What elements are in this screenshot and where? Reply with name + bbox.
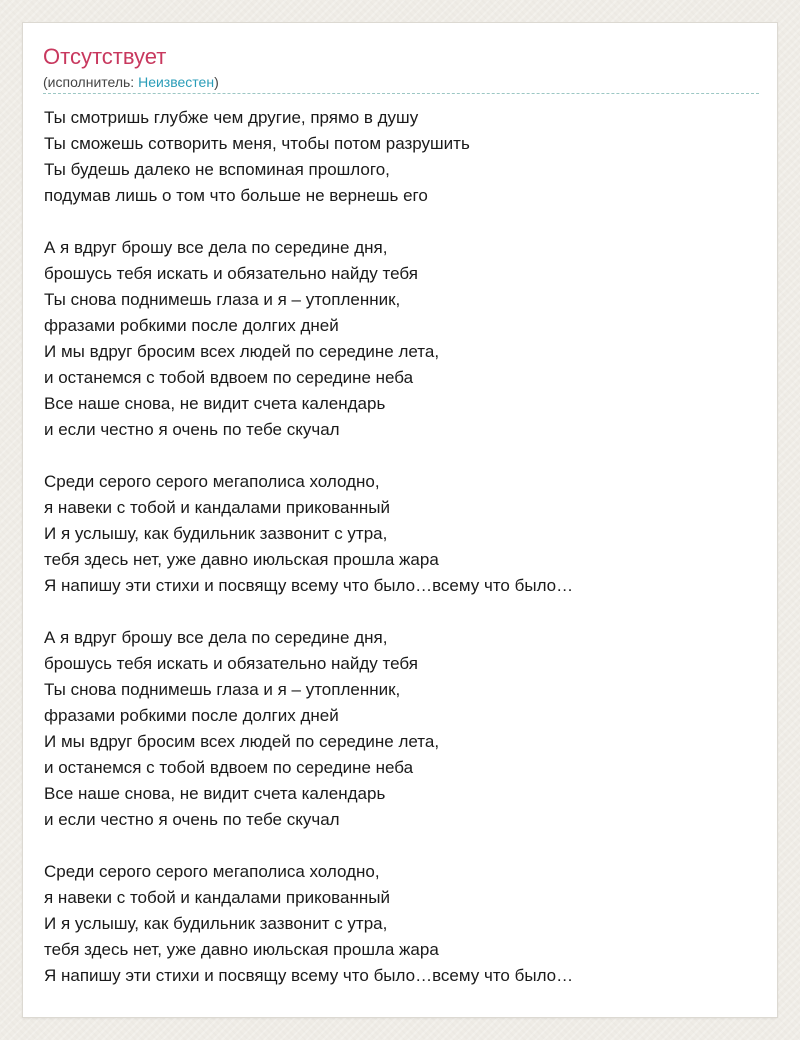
lyrics-line: Ты будешь далеко не вспоминая прошлого, [44,160,390,179]
lyrics-line: Я напишу эти стихи и посвящу всему что было…всему что было… [44,966,574,985]
lyrics-line: Ты снова поднимешь глаза и я – утопленник, [44,680,401,699]
lyrics-line: Я напишу эти стихи и посвящу всему что было…всему что было… [44,576,574,595]
lyrics-stanza [44,105,760,209]
lyrics-line: фразами робкими после долгих дней [44,706,339,725]
lyrics-line: брошусь тебя искать и обязательно найду тебя [44,654,418,673]
divider [43,93,759,94]
lyrics-line: И мы вдруг бросим всех людей по середине лета, [44,342,440,361]
lyrics-line: Ты сможешь сотворить меня, чтобы потом разрушить [44,134,470,153]
lyrics-line: я навеки с тобой и кандалами прикованный [44,498,390,517]
lyrics-stanza [44,469,760,599]
lyrics-line: и если честно я очень по тебе скучал [44,420,340,439]
lyrics-line: Ты снова поднимешь глаза и я – утопленник, [44,290,401,309]
artist-line [43,73,219,91]
artist-link[interactable]: Неизвестен [138,74,215,90]
lyrics-line: И я услышу, как будильник зазвонит с утра, [44,914,388,933]
lyrics-line: тебя здесь нет, уже давно июльская прошла жара [44,940,439,959]
lyrics-card [22,22,778,1018]
lyrics-line: Ты смотришь глубже чем другие, прямо в душу [44,108,419,127]
lyrics-line: подумав лишь о том что больше не вернешь его [44,186,428,205]
lyrics-line: брошусь тебя искать и обязательно найду тебя [44,264,418,283]
lyrics-line: Все наше снова, не видит счета календарь [44,784,386,803]
lyrics-line: и останемся с тобой вдвоем по середине неба [44,368,414,387]
song-title: Отсутствует [43,44,167,69]
lyrics-line: Среди серого серого мегаполиса холодно, [44,862,380,881]
lyrics-stanza [44,859,760,989]
lyrics-line: А я вдруг брошу все дела по середине дня, [44,238,388,257]
lyrics-line: я навеки с тобой и кандалами прикованный [44,888,390,907]
artist-prefix: (исполнитель: [43,74,139,90]
lyrics-stanza [44,235,760,443]
lyrics-line: и если честно я очень по тебе скучал [44,810,340,829]
lyrics-line: А я вдруг брошу все дела по середине дня, [44,628,388,647]
lyrics-line: И мы вдруг бросим всех людей по середине лета, [44,732,440,751]
lyrics-line: и останемся с тобой вдвоем по середине неба [44,758,414,777]
lyrics-line: Среди серого серого мегаполиса холодно, [44,472,380,491]
lyrics-line: Все наше снова, не видит счета календарь [44,394,386,413]
lyrics-line: фразами робкими после долгих дней [44,316,339,335]
lyrics-stanza [44,625,760,833]
lyrics-text [44,105,760,1015]
lyrics-line: И я услышу, как будильник зазвонит с утра, [44,524,388,543]
lyrics-line: тебя здесь нет, уже давно июльская прошла жара [44,550,439,569]
artist-suffix: ) [214,74,219,90]
